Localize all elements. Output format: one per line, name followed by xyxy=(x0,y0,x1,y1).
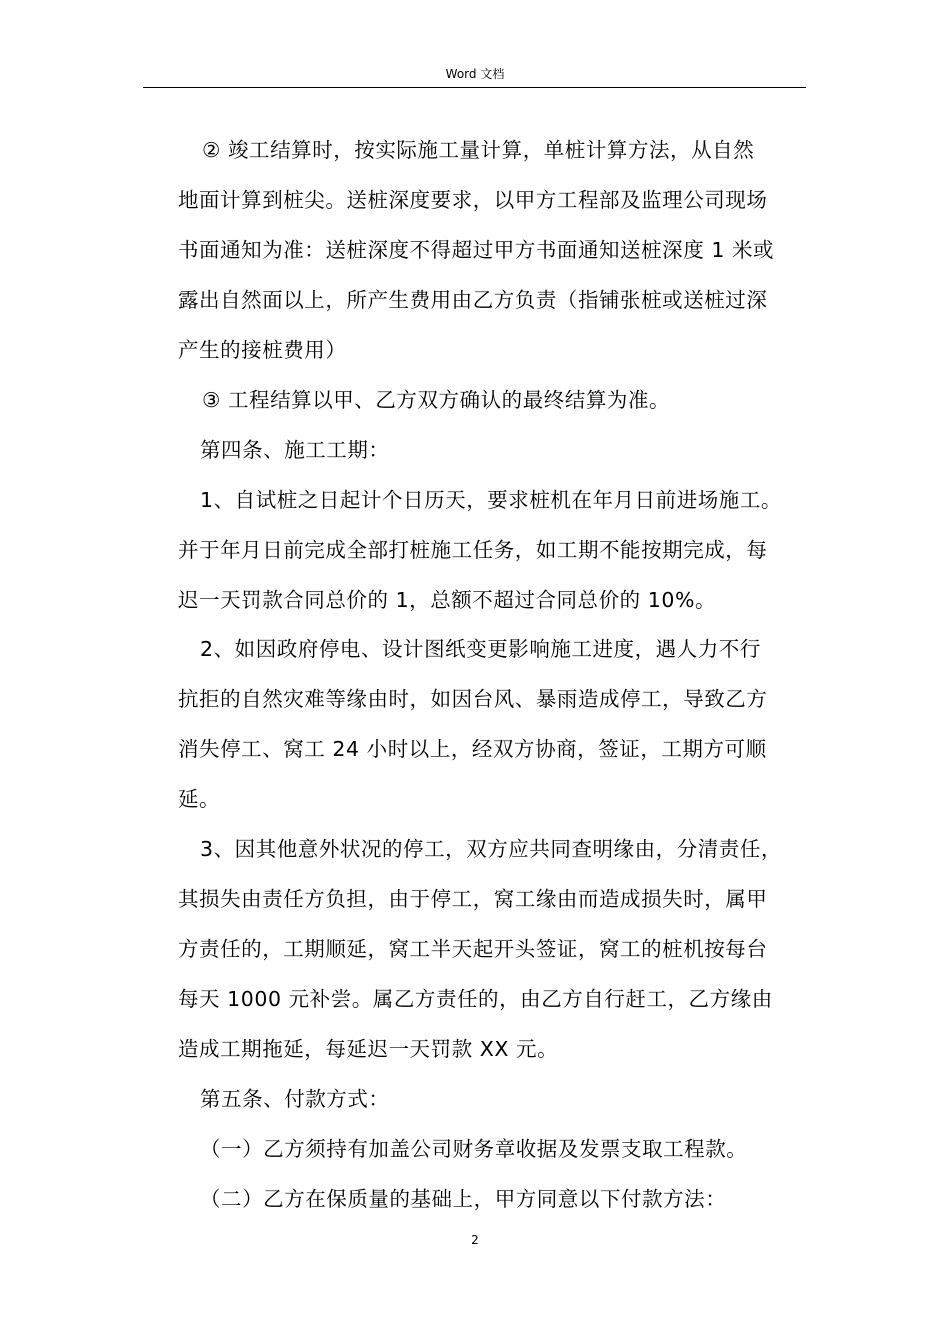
text-line: 每天 1000 元补尝。属乙方责任的，由乙方自行赶工，乙方缘由 xyxy=(178,987,773,1011)
page-number: 2 xyxy=(471,1233,479,1247)
text-line: （一）乙方须持有加盖公司财务章收据及发票支取工程款。 xyxy=(200,1137,748,1161)
text-line: 2、如因政府停电、设计图纸变更影响施工进度，遇人力不行 xyxy=(200,637,761,661)
text-line: 抗拒的自然灾难等缘由时，如因台风、暴雨造成停工，导致乙方 xyxy=(178,687,768,711)
text-line: 造成工期拖延，每延迟一天罚款 XX 元。 xyxy=(178,1037,559,1061)
text-line: 方责任的，工期顺延，窝工半天起开头签证，窝工的桩机按每台 xyxy=(178,937,768,961)
text-line: ② 竣工结算时，按实际施工量计算，单桩计算方法，从自然 xyxy=(202,138,755,162)
text-line: 延。 xyxy=(178,787,221,811)
text-line: ③ 工程结算以甲、乙方双方确认的最终结算为准。 xyxy=(202,388,671,412)
text-line: 3、因其他意外状况的停工，双方应共同查明缘由，分清责任， xyxy=(200,837,782,861)
section-heading: 第四条、施工工期： xyxy=(200,438,390,462)
text-line: 1、自试桩之日起计个日历天，要求桩机在年月日前进场施工。 xyxy=(200,488,782,512)
text-line: 消失停工、窝工 24 小时以上，经双方协商，签证，工期方可顺 xyxy=(178,737,767,761)
page-header: Word 文档 xyxy=(445,67,505,81)
text-line: 并于年月日前完成全部打桩施工任务，如工期不能按期完成，每 xyxy=(178,538,768,562)
text-line: 地面计算到桩尖。送桩深度要求，以甲方工程部及监理公司现场 xyxy=(178,188,768,212)
text-line: 产生的接桩费用） xyxy=(178,338,347,362)
text-line: （二）乙方在保质量的基础上，甲方同意以下付款方法： xyxy=(200,1187,727,1211)
text-line: 书面通知为准：送桩深度不得超过甲方书面通知送桩深度 1 米或 xyxy=(178,238,775,262)
text-line: 露出自然面以上，所产生费用由乙方负责（指铺张桩或送桩过深 xyxy=(178,288,768,312)
text-line: 其损失由责任方负担，由于停工，窝工缘由而造成损失时，属甲 xyxy=(178,887,768,911)
text-line: 迟一天罚款合同总价的 1，总额不超过合同总价的 10%。 xyxy=(178,588,717,612)
section-heading: 第五条、付款方式： xyxy=(200,1087,390,1111)
